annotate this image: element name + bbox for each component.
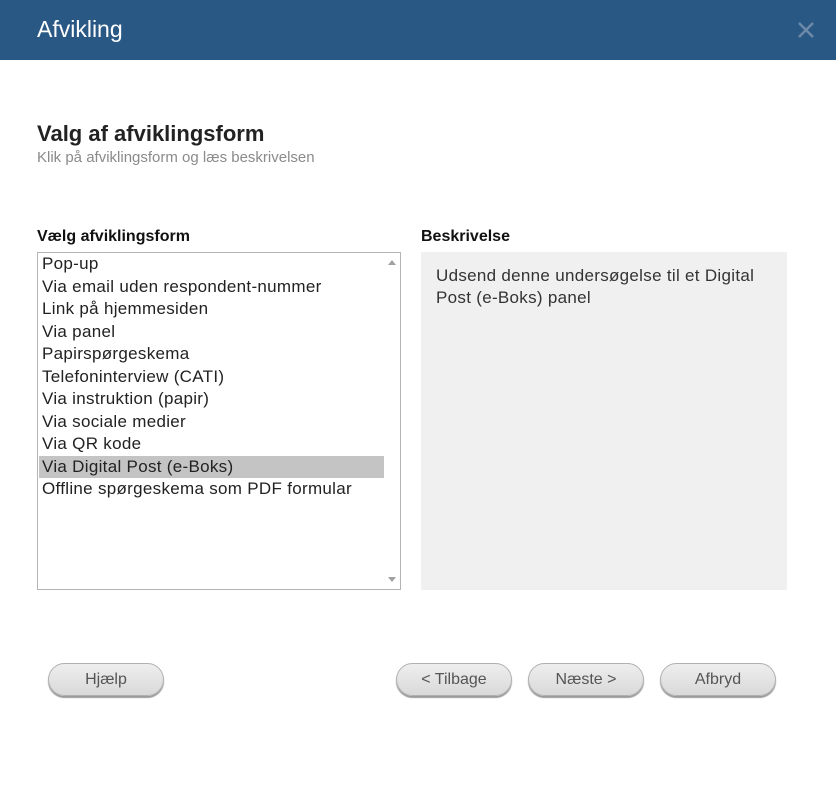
- list-item-phone-interview[interactable]: Telefoninterview (CATI): [42, 366, 225, 386]
- list-item-paper[interactable]: Papirspørgeskema: [42, 344, 190, 363]
- page-title: Valg af afviklingsform: [37, 121, 265, 146]
- distribution-method-listbox[interactable]: [37, 252, 401, 590]
- list-item-social-media[interactable]: Via sociale medier: [42, 411, 186, 431]
- back-button[interactable]: < Tilbage: [396, 663, 512, 696]
- list-item-website-link[interactable]: Link på hjemmesiden: [42, 299, 209, 318]
- help-button[interactable]: Hjælp: [48, 663, 164, 696]
- list-item-digital-post[interactable]: Via Digital Post (e-Boks): [39, 456, 385, 479]
- listbox-scrollbar[interactable]: [384, 253, 400, 589]
- listbox-items: [39, 253, 385, 501]
- list-item-panel[interactable]: Via panel: [42, 321, 116, 341]
- list-item-popup[interactable]: Pop-up: [42, 254, 99, 273]
- list-item-qr-code[interactable]: Via QR kode: [42, 434, 142, 453]
- list-item-offline-pdf[interactable]: Offline spørgeskema som PDF formular: [42, 479, 352, 498]
- cancel-button[interactable]: Afbryd: [660, 663, 776, 696]
- list-label: Vælg afviklingsform: [37, 228, 190, 245]
- dialog-titlebar: [0, 0, 836, 60]
- close-icon[interactable]: [795, 19, 817, 41]
- list-item-email[interactable]: Via email uden respondent-nummer: [42, 276, 322, 296]
- list-item-paper-instruction[interactable]: Via instruktion (papir): [42, 389, 210, 408]
- next-button[interactable]: Næste >: [528, 663, 644, 696]
- page-subtitle: Klik på afviklingsform og læs beskrivelsen: [37, 149, 315, 166]
- scroll-down-icon[interactable]: [388, 577, 396, 582]
- description-panel: [421, 252, 787, 590]
- description-label: Beskrivelse: [421, 228, 510, 245]
- description-text: Udsend denne undersøgelse til et Digital Post (e-Boks) panel: [436, 266, 755, 307]
- dialog-title: Afvikling: [37, 16, 123, 42]
- scroll-up-icon[interactable]: [388, 260, 396, 265]
